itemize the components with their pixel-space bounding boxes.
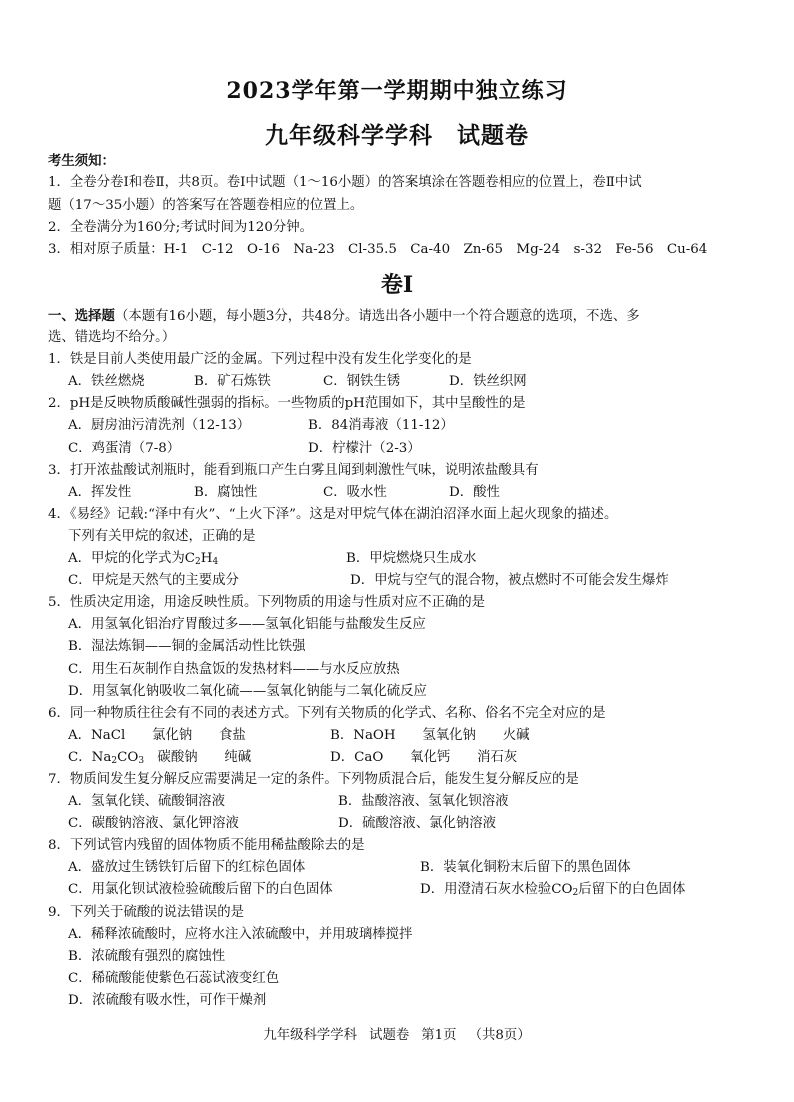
q7-option-c: C．碳酸钠溶液、氯化钾溶液 xyxy=(68,816,239,832)
footer-total-pages: （共8页） xyxy=(468,1028,531,1043)
q8-option-b: B．装氧化铜粉末后留下的黑色固体 xyxy=(420,860,631,876)
exam-subtitle: 九年级科学学科 试题卷 xyxy=(265,122,529,149)
notice-line-4: 3．相对原子质量：H-1 C-12 O-16 Na-23 Cl-35.5 Ca-40 Zn-65 Mg-24 s-32 Fe-56 Cu-64 xyxy=(48,242,708,258)
q2-option-d: D．柠檬汁（2-3） xyxy=(308,440,421,456)
question-6-options-row2 xyxy=(48,747,764,769)
q9-option-d: D．浓硫酸有吸水性，可作干燥剂 xyxy=(68,992,267,1008)
question-9-stem: 9．下列关于硫酸的说法错误的是 xyxy=(48,904,244,920)
q6-option-a: A．NaCl 氯化钠 食盐 xyxy=(68,727,246,743)
question-6-stem: 6．同一种物质往往会有不同的表述方式。下列有关物质的化学式、名称、俗名不完全对应的是 xyxy=(48,705,606,721)
q1-option-c: C．钢铁生锈 xyxy=(323,374,401,390)
question-4-stem-line2: 下列有关甲烷的叙述，正确的是 xyxy=(68,528,256,544)
q3-option-a: A．挥发性 xyxy=(68,484,132,500)
question-3-stem: 3．打开浓盐酸试剂瓶时，能看到瓶口产生白雾且闻到刺激性气味，说明浓盐酸具有 xyxy=(48,462,539,478)
q8-option-c: C．用氯化钡试液检验硫酸后留下的白色固体 xyxy=(68,882,333,898)
question-8-stem: 8．下列试管内残留的固体物质不能用稀盐酸除去的是 xyxy=(48,838,365,854)
section-intro-bold: 一、选择题 xyxy=(48,308,115,324)
question-7-options-row2 xyxy=(48,813,764,835)
q9-option-b: B．浓硫酸有强烈的腐蚀性 xyxy=(68,948,226,964)
notice-line-3: 2．全卷满分为160分;考试时间为120分钟。 xyxy=(48,219,314,235)
question-2-options-row1 xyxy=(48,415,764,437)
q6-option-c xyxy=(68,747,330,772)
q4-option-a-sub2: 4 xyxy=(212,557,219,568)
section-intro-text: （本题有16小题，每小题3分，共48分。请选出各小题中一个符合题意的选项，不选、多 xyxy=(114,309,640,324)
q3-option-d: D．酸性 xyxy=(449,484,500,500)
q4-option-a-pre: A．甲烷的化学式为C xyxy=(68,551,196,567)
q5-option-c: C．用生石灰制作自热盒饭的发热材料——与水反应放热 xyxy=(68,661,400,677)
section-intro xyxy=(48,305,764,327)
notice-block xyxy=(48,150,764,261)
q9-option-a: A．稀释浓硫酸时，应将水注入浓硫酸中，并用玻璃棒搅拌 xyxy=(68,926,413,942)
footer-page-number: 第1页 xyxy=(421,1028,457,1043)
q3-option-b: B．腐蚀性 xyxy=(194,484,258,500)
q7-option-b: B．盐酸溶液、氢氧化钡溶液 xyxy=(338,794,509,810)
question-6-options-row1 xyxy=(48,725,764,747)
question-7-stem: 7．物质间发生复分解反应需要满足一定的条件。下列物质混合后，能发生复分解反应的是 xyxy=(48,771,579,787)
q8-option-a: A．盛放过生锈铁钉后留下的红棕色固体 xyxy=(68,860,306,876)
question-4-options-row2 xyxy=(48,570,764,592)
q6-option-b: B．NaOH 氢氧化钠 火碱 xyxy=(330,727,530,743)
question-4-stem: 4．《易经》记载:“泽中有火”、“上火下泽”。这是对甲烷气体在湖泊沼泽水面上起火现象的描述。 xyxy=(48,506,618,522)
q2-option-b: B．84消毒液（11-12） xyxy=(308,418,454,434)
question-3-options xyxy=(48,482,764,504)
q4-option-b: B．甲烷燃烧只生成水 xyxy=(346,551,477,567)
q4-option-d: D．甲烷与空气的混合物，被点燃时不可能会发生爆炸 xyxy=(350,573,669,589)
q8-option-d-sub: 2 xyxy=(572,888,579,899)
question-4-options-row1 xyxy=(48,548,764,570)
notice-heading: 考生须知： xyxy=(48,153,115,169)
notice-line-2: 题（17～35小题）的答案写在答题卷相应的位置上。 xyxy=(48,197,364,213)
q2-option-a: A．厨房油污清洗剂（12-13） xyxy=(68,418,251,434)
question-2-options-row2 xyxy=(48,438,764,460)
q7-option-a: A．氢氧化镁、硫酸铜溶液 xyxy=(68,794,225,810)
question-1-options xyxy=(48,371,764,393)
q6-option-c-sub1: 2 xyxy=(111,755,118,766)
question-8-options-row1 xyxy=(48,857,764,879)
q8-option-d xyxy=(420,879,685,904)
footer-paper: 试题卷 xyxy=(369,1028,410,1043)
section-title: 卷Ⅰ xyxy=(380,272,414,298)
q7-option-d: D．硫酸溶液、氯化钠溶液 xyxy=(338,816,497,832)
page-footer xyxy=(0,1024,794,1043)
exam-title: 2023学年第一学期期中独立练习 xyxy=(226,78,568,104)
q1-option-d: D．铁丝织网 xyxy=(449,374,527,390)
q6-option-c-post: 碳酸钠 纯碱 xyxy=(144,749,252,765)
q4-option-a-mid: H xyxy=(200,551,213,567)
q2-option-c: C．鸡蛋清（7-8） xyxy=(68,440,181,456)
q6-option-d: D．CaO 氧化钙 消石灰 xyxy=(330,749,518,765)
q4-option-c: C．甲烷是天然气的主要成分 xyxy=(68,573,239,589)
section-intro-line2: 选、错选均不给分。） xyxy=(48,330,176,346)
q6-option-c-pre: C．Na xyxy=(68,749,112,765)
q3-option-c: C．吸水性 xyxy=(323,484,387,500)
q5-option-a: A．用氢氧化铝治疗胃酸过多——氢氧化铝能与盐酸发生反应 xyxy=(68,617,426,633)
question-8-options-row2 xyxy=(48,879,764,901)
q8-option-d-pre: D．用澄清石灰水检验CO xyxy=(420,882,573,898)
q1-option-b: B．矿石炼铁 xyxy=(194,374,271,390)
question-1-stem: 1．铁是目前人类使用最广泛的金属。下列过程中没有发生化学变化的是 xyxy=(48,352,472,368)
q6-option-c-mid: CO xyxy=(117,749,139,765)
q8-option-d-post: 后留下的白色固体 xyxy=(578,882,686,898)
notice-line-1: 1．全卷分卷Ⅰ和卷Ⅱ，共8页。卷Ⅰ中试题（1～16小题）的答案填涂在答题卷相应的位置上，卷Ⅱ中试 xyxy=(48,175,642,191)
q5-option-b: B．湿法炼铜——铜的金属活动性比铁强 xyxy=(68,639,306,655)
q5-option-d: D．用氢氧化钠吸收二氧化硫——氢氧化钠能与二氧化硫反应 xyxy=(68,683,427,699)
q4-option-a-sub1: 2 xyxy=(195,557,201,568)
footer-subject: 九年级科学学科 xyxy=(263,1028,358,1043)
q1-option-a: A．铁丝燃烧 xyxy=(68,374,145,390)
question-2-stem: 2．pH是反映物质酸碱性强弱的指标。一些物质的pH范围如下，其中呈酸性的是 xyxy=(48,396,526,412)
q9-option-c: C．稀硫酸能使紫色石蕊试液变红色 xyxy=(68,970,280,986)
q6-option-c-sub2: 3 xyxy=(138,755,145,766)
question-7-options-row1 xyxy=(48,791,764,813)
question-5-stem: 5．性质决定用途，用途反映性质。下列物质的用途与性质对应不正确的是 xyxy=(48,595,486,611)
questions-block xyxy=(48,305,764,1012)
